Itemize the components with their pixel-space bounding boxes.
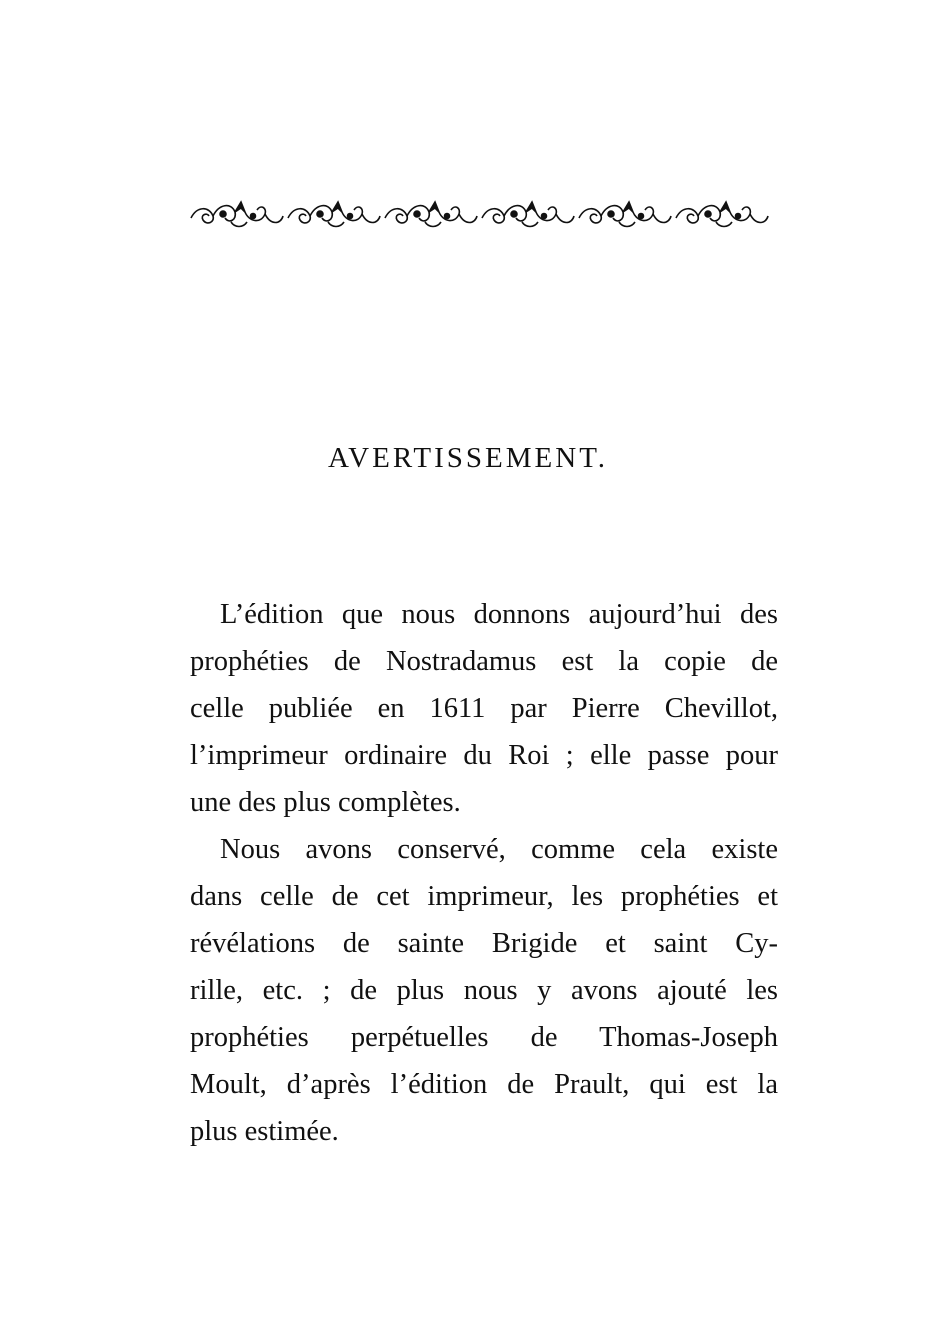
paragraph-2 [190,826,778,1155]
floral-band-ornament [187,196,773,232]
text-line: prophéties de Nostradamus est la copie de [190,646,778,677]
body-text [190,591,778,1155]
text-line: prophéties perpétuelles de Thomas-Joseph [190,1022,778,1053]
text-line: Nous avons conservé, comme cela existe [220,834,778,865]
text-line: Moult, d’après l’édition de Prault, qui est la [190,1069,778,1100]
text-line: celle publiée en 1611 par Pierre Chevillot, [190,693,778,724]
text-line: rille, etc. ; de plus nous y avons ajouté les [190,975,778,1006]
text-line: plus estimée. [190,1116,339,1147]
text-line: dans celle de cet imprimeur, les prophéties et [190,881,778,912]
text-line: révélations de sainte Brigide et saint Cy- [190,928,778,959]
text-line: l’imprimeur ordinaire du Roi ; elle passe pour [190,740,778,771]
paragraph-1 [190,591,778,826]
text-line: L’édition que nous donnons aujourd’hui des [220,599,778,630]
text-line: une des plus complètes. [190,787,461,818]
page-title: AVERTISSEMENT. [327,442,609,474]
